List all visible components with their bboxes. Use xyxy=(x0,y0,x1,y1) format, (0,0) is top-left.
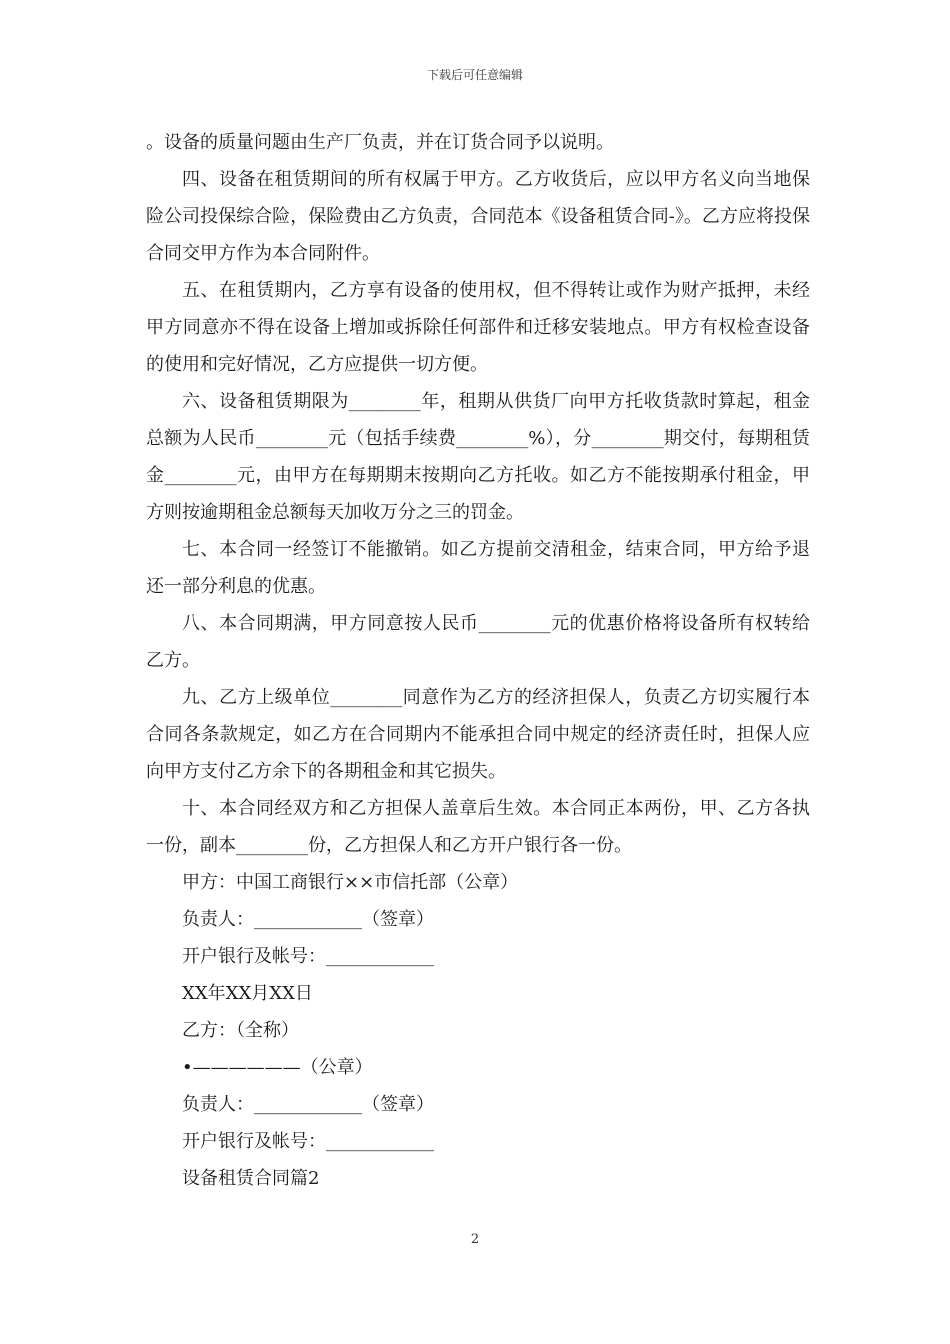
party-a-bank-account-line: 开户银行及帐号：____________ xyxy=(182,946,434,967)
document-body xyxy=(146,124,810,1197)
party-b-bank-account-line: 开户银行及帐号：____________ xyxy=(182,1131,434,1152)
party-b-seal-line: •——————（公章） xyxy=(182,1057,373,1078)
clause-9: 九、乙方上级单位________同意作为乙方的经济担保人，负责乙方切实履行本合同各条款规定，如乙方在合同期内不能承担合同中规定的经济责任时，担保人应向甲方支付乙方余下的各期租金和其它损失。 xyxy=(146,687,810,782)
party-b-line: 乙方：（全称） xyxy=(182,1020,299,1041)
page-header: 下载后可任意编辑 xyxy=(426,68,523,82)
page-number: 2 xyxy=(470,1232,480,1247)
clause-8: 八、本合同期满，甲方同意按人民币________元的优惠价格将设备所有权转给乙方。 xyxy=(146,613,810,671)
party-a-line: 甲方：中国工商银行××市信托部（公章） xyxy=(182,872,519,893)
date-line: XX年XX月XX日 xyxy=(182,983,313,1004)
clause-7: 七、本合同一经签订不能撤销。如乙方提前交清租金，结束合同，甲方给予退还一部分利息的优惠。 xyxy=(146,539,810,597)
clause-4: 四、设备在租赁期间的所有权属于甲方。乙方收货后，应以甲方名义向当地保险公司投保综合险，保险费由乙方负责，合同范本《设备租赁合同-》。乙方应将投保合同交甲方作为本合同附件。 xyxy=(146,169,810,264)
party-b-representative-line: 负责人：____________（签章） xyxy=(182,1094,434,1115)
party-a-representative-line: 负责人：____________（签章） xyxy=(182,909,434,930)
paragraph-quality: 。设备的质量问题由生产厂负责，并在订货合同予以说明。 xyxy=(146,132,614,153)
clause-5: 五、在租赁期内，乙方享有设备的使用权，但不得转让或作为财产抵押，未经甲方同意亦不得在设备上增加或拆除任何部件和迁移安装地点。甲方有权检查设备的使用和完好情况，乙方应提供一切方便。 xyxy=(146,280,810,375)
clause-6: 六、设备租赁期限为________年，租期从供货厂向甲方托收货款时算起，租金总额为人民币________元（包括手续费________%），分________期交付，每期租赁金________元，由甲方在每期期末按期向乙方托收。如乙方不能按期承付租金，甲方则按逾期租金总额每天加收万分之三的罚金。 xyxy=(146,391,810,523)
clause-10: 十、本合同经双方和乙方担保人盖章后生效。本合同正本两份，甲、乙方各执一份，副本________份，乙方担保人和乙方开户银行各一份。 xyxy=(146,798,810,856)
section-title-contract-2: 设备租赁合同篇2 xyxy=(182,1168,320,1189)
